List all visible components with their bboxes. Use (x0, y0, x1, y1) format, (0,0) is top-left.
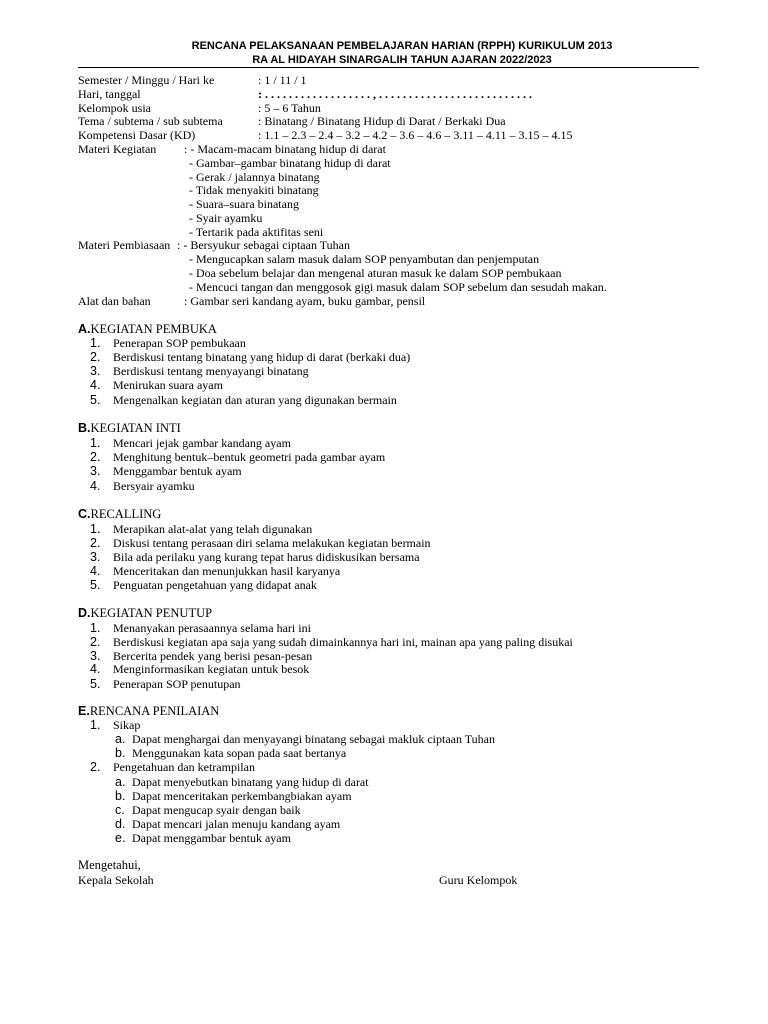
info-value: : . . . . . . . . . . . . . . . . . . , . . . . . . . . . . . . . . . . . . . . . . . . . . (258, 87, 532, 101)
document-subtitle: RA AL HIDAYAH SINARGALIH TAHUN AJARAN 2022/2023 (252, 54, 552, 66)
info-value: : 1.1 – 2.3 – 2.4 – 3.2 – 4.2 – 3.6 – 4.6 – 3.11 – 4.11 – 3.15 – 4.15 (258, 128, 573, 142)
section-heading-e: E.RENCANA PENILAIAN (78, 704, 220, 718)
info-label: Kompetensi Dasar (KD) (78, 128, 196, 142)
guru-kelompok-label: Guru Kelompok (439, 873, 518, 887)
info-label: Semester / Minggu / Hari ke (78, 73, 215, 87)
materi-kegiatan-item: - Syair ayamku (189, 211, 263, 225)
info-value: : 1 / 11 / 1 (258, 73, 307, 87)
alat-bahan-value: : Gambar seri kandang ayam, buku gambar, pensil (184, 294, 426, 308)
info-label: Hari, tanggal (78, 87, 141, 101)
materi-pembiasaan-item: - Mengucapkan salam masuk dalam SOP penyambutan dan penjemputan (189, 252, 540, 266)
materi-kegiatan-item: - Tidak menyakiti binatang (189, 183, 319, 197)
alat-bahan-label: Alat dan bahan (78, 294, 151, 308)
document-page: RENCANA PELAKSANAAN PEMBELAJARAN HARIAN (RPPH) KURIKULUM 2013 RA AL HIDAYAH SINARGALIH TAHUN AJARAN 2022/2023 Semester / Minggu / Hari ke : 1 / 11 / 1 Hari, tanggal : . . . . . . . . . . . . . . . . . . , . . . . . . . . . . . . . . . . . . . . . . . . . . Kelompok usia : 5 – 6 Tahun Tema / subtema / sub subtema : Binatang / Binatang Hidup di Darat / Berkaki Dua Kompetensi Dasar (KD) : 1.1 – 2.3 – 2.4 – 3.2 – 4.2 – 3.6 – 4.6 – 3.11 – 4.11 – 3.15 – 4.15 Materi Kegiatan : - Macam-macam binatang hidup di darat - Gambar–gambar binatang hidup di darat - Gerak / jalannya binatang - Tidak menyakiti binatang - Suara–suara binatang - Syair ayamku - Tertarik pada aktifitas seni Materi Pembiasaan : - Bersyukur sebagai ciptaan Tuhan - Mengucapkan salam masuk dalam SOP penyambutan dan penjemputan - Doa sebelum belajar dan mengenal aturan masuk ke dalam SOP pembukaan - Mencuci tangan dan menggosok gigi masuk dalam SOP sebelum dan sesudah makan. Alat dan bahan : Gambar seri kandang ayam, buku gambar, pensil A.KEGIATAN PEMBUKA 1. Penerapan SOP pembukaan 2. Berdiskusi tentang binatang yang hidup di darat (berkaki dua) 3. Berdiskusi tentang menyayangi binatang 4. Menirukan suara ayam 5. Mengenalkan kegiatan dan aturan yang digunakan bermain B.KEGIATAN INTI 1. Mencari jejak gambar kandang ayam 2. Menghitung bentuk–bentuk geometri pada gambar ayam 3. Menggambar bentuk ayam 4. Bersyair ayamku C.RECALLING 1. Merapikan alat-alat yang telah digunakan 2. Diskusi tentang perasaan diri selama melakukan kegiatan bermain 3. Bila ada perilaku yang kurang tepat harus didiskusikan bersama 4. Menceritakan dan menunjukkan hasil karyanya 5. Penguatan pengetahuan yang didapat anak D.KEGIATAN PENUTUP 1. Menanyakan perasaannya selama hari ini 2. Berdiskusi kegiatan apa saja yang sudah dimainkannya hari ini, mainan apa yang paling disukai 3. Bercerita pendek yang berisi pesan-pesan 4. Menginformasikan kegiatan untuk besok 5. Penerapan SOP penutupan E.RENCANA PENILAIAN 1. Sikap a. Dapat menghargai dan menyayangi binatang sebagai makluk ciptaan Tuhan b. Menggunakan kata sopan pada saat bertanya 2. Pengetahuan dan ketrampilan a. Dapat menyebutkan binatang yang hidup di darat b. Dapat menceritakan perkembangbiakan ayam c. Dapat mengucap syair dengan baik d. Dapat mencari jalan menuju kandang ayam e. Dapat menggambar bentuk ayam Mengetahui, Kepala Sekolah Guru Kelompok (0, 0, 768, 1024)
materi-kegiatan-item: - Gerak / jalannya binatang (189, 170, 320, 184)
section-heading-b: B.KEGIATAN INTI (78, 421, 181, 435)
document-title: RENCANA PELAKSANAAN PEMBELAJARAN HARIAN (RPPH) KURIKULUM 2013 (191, 40, 613, 52)
section-heading-d: D.KEGIATAN PENUTUP (78, 606, 213, 620)
materi-pembiasaan-first: : - Bersyukur sebagai ciptaan Tuhan (177, 238, 350, 252)
materi-kegiatan-item: - Suara–suara binatang (189, 197, 299, 211)
info-label: Kelompok usia (78, 101, 151, 115)
info-label: Tema / subtema / sub subtema (78, 114, 223, 128)
mengetahui-text: Mengetahui, (78, 858, 141, 872)
section-heading-a: A.KEGIATAN PEMBUKA (78, 322, 217, 336)
info-value: : Binatang / Binatang Hidup di Darat / Berkaki Dua (258, 114, 506, 128)
section-heading-c: C.RECALLING (78, 507, 162, 521)
header-rule (78, 67, 699, 68)
materi-kegiatan-item: - Tertarik pada aktifitas seni (189, 225, 324, 239)
materi-pembiasaan-label: Materi Pembiasaan (78, 238, 171, 252)
info-value: : 5 – 6 Tahun (258, 101, 321, 115)
kepala-sekolah-label: Kepala Sekolah (78, 873, 154, 887)
materi-pembiasaan-item: - Mencuci tangan dan menggosok gigi masuk dalam SOP sebelum dan sesudah makan. (189, 280, 607, 294)
materi-kegiatan-item: - Gambar–gambar binatang hidup di darat (189, 156, 391, 170)
materi-kegiatan-first: : - Macam-macam binatang hidup di darat (184, 142, 386, 156)
materi-kegiatan-label: Materi Kegiatan (78, 142, 157, 156)
materi-pembiasaan-item: - Doa sebelum belajar dan mengenal aturan masuk ke dalam SOP pembukaan (189, 266, 562, 280)
